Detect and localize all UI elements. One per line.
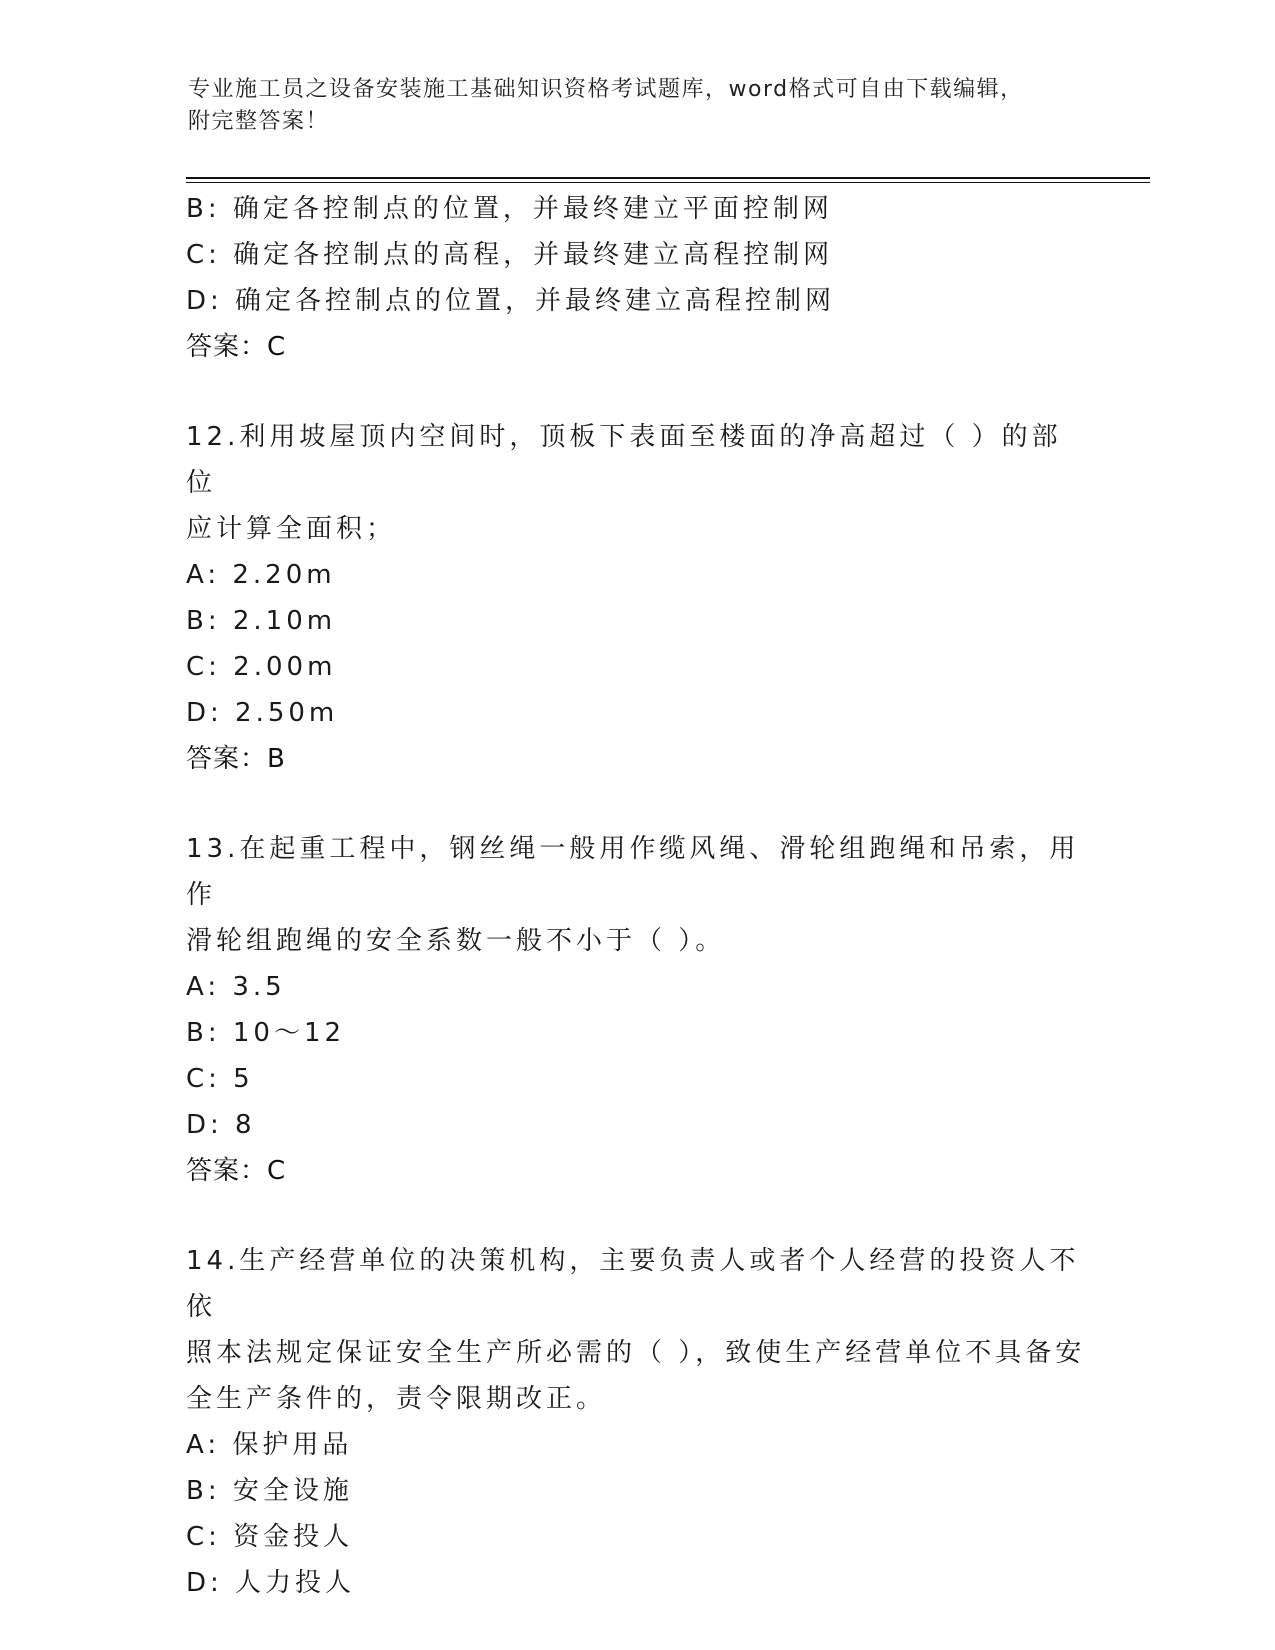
option-c: C: 2.00m — [186, 652, 337, 682]
question-14 — [186, 1238, 1086, 1606]
option-b: B: 2.10m — [186, 606, 337, 636]
question-text: 13.在起重工程中，钢丝绳一般用作缆风绳、滑轮组跑绳和吊索，用作 滑轮组跑绳的安全系数一般不小于（ ）。 — [186, 834, 1080, 956]
question-13 — [186, 826, 1086, 1194]
question-text: 12.利用坡屋顶内空间时，顶板下表面至楼面的净高超过（ ）的部位 应计算全面积； — [186, 422, 1062, 544]
answer-text: 答案：B — [186, 744, 286, 774]
option-d: D: 确定各控制点的位置，并最终建立高程控制网 — [186, 286, 836, 316]
question-12 — [186, 414, 1086, 782]
option-a: A: 3.5 — [186, 972, 286, 1002]
option-d: D: 2.50m — [186, 698, 339, 728]
option-b: B: 安全设施 — [186, 1476, 353, 1506]
option-c: C: 资金投人 — [186, 1522, 354, 1552]
header-title: 专业施工员之设备安装施工基础知识资格考试题库，word格式可自由下载编辑， 附完整答案！ — [188, 77, 1024, 134]
document-header — [188, 74, 1068, 138]
option-c: C: 确定各控制点的高程，并最终建立高程控制网 — [186, 240, 834, 270]
option-b: B: 确定各控制点的位置，并最终建立平面控制网 — [186, 194, 833, 224]
option-b: B: 10～12 — [186, 1018, 346, 1048]
question-list — [186, 186, 1086, 1606]
header-divider-thin — [186, 182, 1150, 183]
option-a: A: 保护用品 — [186, 1430, 353, 1460]
option-d: D: 8 — [186, 1110, 256, 1140]
answer-text: 答案：C — [186, 1156, 287, 1186]
answer-text: 答案：C — [186, 332, 287, 362]
question-11-continuation — [186, 186, 1086, 370]
header-divider-thick — [186, 177, 1150, 179]
option-a: A: 2.20m — [186, 560, 336, 590]
option-c: C: 5 — [186, 1064, 254, 1094]
question-text: 14.生产经营单位的决策机构，主要负责人或者个人经营的投资人不依 照本法规定保证安全生产所必需的（ ），致使生产经营单位不具备安 全生产条件的，责令限期改正。 — [186, 1246, 1086, 1414]
option-d: D: 人力投人 — [186, 1568, 356, 1598]
